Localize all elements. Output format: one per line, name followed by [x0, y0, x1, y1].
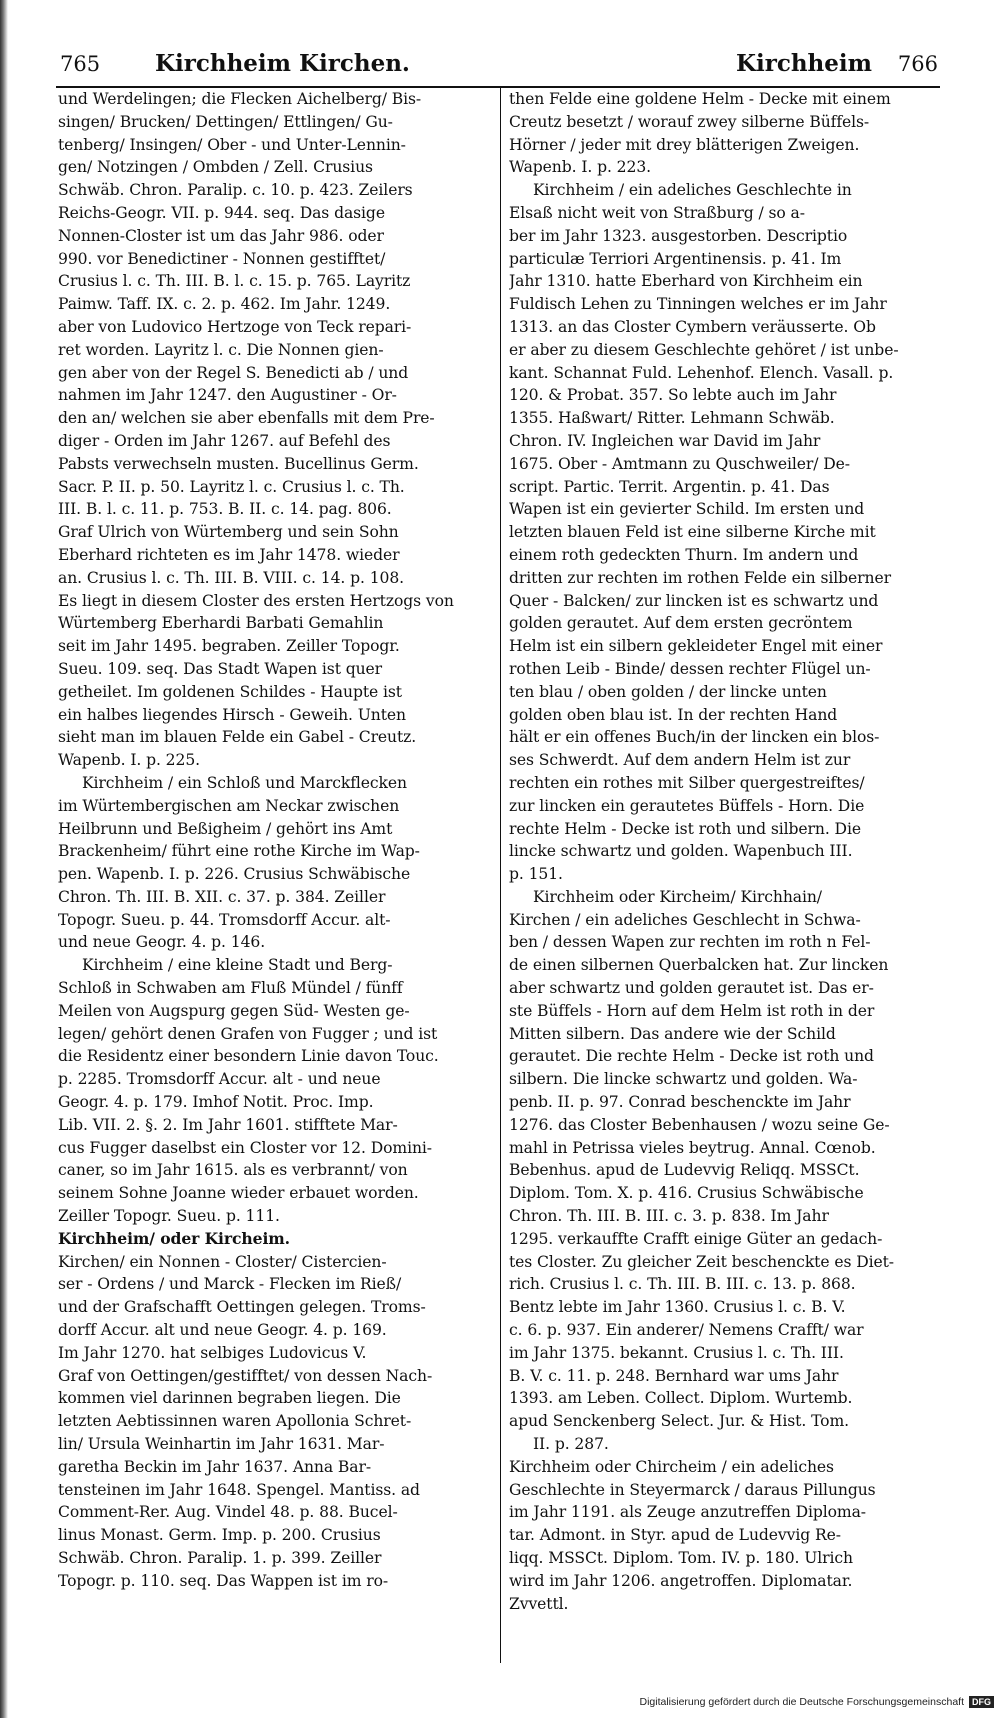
text-line: 1393. am Leben. Collect. Diplom. Wurtemb.	[509, 1389, 853, 1408]
text-line: Kirchheim oder Kircheim/ Kirchhain/	[533, 887, 822, 906]
left-column	[58, 88, 486, 1593]
right-column	[509, 88, 937, 1615]
text-line: Wapenb. I. p. 225.	[58, 751, 201, 770]
text-line: ses Schwerdt. Auf dem andern Helm ist zur	[509, 751, 851, 770]
text-line: Würtemberg Eberhardi Barbati Gemahlin	[58, 614, 384, 633]
text-line: Quer - Balcken/ zur lincken ist es schwartz und	[509, 591, 879, 610]
text-line: die Residentz einer besondern Linie davon Touc.	[58, 1047, 439, 1066]
text-line: Meilen von Augspurg gegen Süd- Westen ge-	[58, 1001, 410, 1020]
text-line: Topogr. p. 110. seq. Das Wappen ist im ro-	[58, 1571, 389, 1590]
text-line: golden oben blau ist. In der rechten Hand	[509, 705, 838, 724]
text-line: linus Monast. Germ. Imp. p. 200. Crusius	[58, 1526, 381, 1545]
text-line: tes Closter. Zu gleicher Zeit beschenckte es Diet-	[509, 1252, 894, 1271]
text-line: 1313. an das Closter Cymbern veräusserte. Ob	[509, 317, 876, 336]
text-line: hält er ein offenes Buch/in der lincken ein blos-	[509, 728, 880, 747]
text-line: an. Crusius l. c. Th. III. B. VIII. c. 14. p. 108.	[58, 568, 405, 587]
text-line: Hörner / jeder mit drey blätterigen Zweigen.	[509, 135, 860, 154]
text-line: Kirchheim oder Chircheim / ein adeliches	[509, 1457, 834, 1476]
text-line: kommen viel darinnen begraben liegen. Die	[58, 1389, 401, 1408]
text-line: ein halbes liegendes Hirsch - Geweih. Unten	[58, 705, 406, 724]
text-line: III. B. l. c. 11. p. 753. B. II. c. 14. pag. 806.	[58, 500, 392, 519]
text-line: singen/ Brucken/ Dettingen/ Ettlingen/ Gu-	[58, 112, 393, 131]
text-line: Eberhard richteten es im Jahr 1478. wieder	[58, 545, 400, 564]
text-line: tenberg/ Insingen/ Ober - und Unter-Lennin-	[58, 135, 406, 154]
text-line: tar. Admont. in Styr. apud de Ludevvig Re-	[509, 1526, 841, 1545]
running-title-right: Kirchheim	[735, 50, 872, 77]
text-line: Wapenb. I. p. 223.	[509, 158, 652, 177]
text-line: ret worden. Layritz l. c. Die Nonnen gien-	[58, 340, 384, 359]
text-line: Kirchheim / eine kleine Stadt und Berg-	[82, 956, 393, 975]
text-line: Comment-Rer. Aug. Vindel 48. p. 88. Bucel-	[58, 1503, 398, 1522]
text-line: then Felde eine goldene Helm - Decke mit einem	[509, 90, 891, 108]
text-line: ste Büffels - Horn auf dem Helm ist roth in der	[509, 1001, 875, 1020]
text-line: Topogr. Sueu. p. 44. Tromsdorff Accur. alt-	[58, 910, 391, 929]
text-line: Fuldisch Lehen zu Tinningen welches er im Jahr	[509, 295, 887, 314]
text-line: Chron. Th. III. B. III. c. 3. p. 838. Im Jahr	[509, 1207, 829, 1226]
text-line: aber von Ludovico Hertzoge von Teck repari-	[58, 317, 412, 336]
text-line: Kirchheim / ein adeliches Geschlechte in	[533, 181, 852, 200]
text-line: im Jahr 1375. bekannt. Crusius l. c. Th. III.	[509, 1343, 844, 1362]
text-line: Heilbrunn und Beßigheim / gehört ins Amt	[58, 819, 393, 838]
text-line: Bentz lebte im Jahr 1360. Crusius l. c. B. V.	[509, 1298, 846, 1317]
text-line: getheilet. Im goldenen Schildes - Haupte ist	[58, 682, 402, 701]
text-line: II. p. 287.	[533, 1435, 609, 1454]
text-line: und neue Geogr. 4. p. 146.	[58, 933, 266, 952]
text-line: liqq. MSSCt. Diplom. Tom. IV. p. 180. Ulrich	[509, 1549, 853, 1567]
text-line: p. 151.	[509, 865, 563, 884]
text-line: gen aber von der Regel S. Benedicti ab / und	[58, 363, 409, 382]
text-line: ben / dessen Wapen zur rechten im roth n Fel-	[509, 933, 871, 952]
text-line: particulæ Terriori Argentinensis. p. 41. Im	[509, 249, 842, 268]
text-line: dorff Accur. alt und neue Geogr. 4. p. 169.	[58, 1321, 387, 1340]
text-line: Creutz besetzt / worauf zwey silberne Büffels-	[509, 112, 870, 131]
text-line: Es liegt in diesem Closter des ersten Hertzogs von	[58, 591, 454, 610]
footer-credit	[639, 1696, 994, 1708]
text-line: B. V. c. 11. p. 248. Bernhard war ums Jahr	[509, 1366, 839, 1385]
page-header	[60, 48, 938, 84]
text-line: 990. vor Benedictiner - Nonnen gestifftet/	[58, 249, 386, 268]
text-line: Graf Ulrich von Würtemberg und sein Sohn	[58, 523, 399, 542]
dfg-logo: DFG	[969, 1696, 994, 1708]
text-line: Helm ist ein silbern gekleideter Engel mit einer	[509, 637, 883, 656]
text-line: p. 2285. Tromsdorff Accur. alt - und neue	[58, 1070, 381, 1089]
text-line: sieht man im blauen Felde ein Gabel - Creutz.	[58, 728, 417, 747]
text-line: gerautet. Die rechte Helm - Decke ist roth und	[509, 1047, 874, 1066]
text-line: Schwäb. Chron. Paralip. c. 10. p. 423. Zeilers	[58, 181, 413, 200]
text-line: Geogr. 4. p. 179. Imhof Notit. Proc. Imp.	[58, 1093, 374, 1112]
text-line: penb. II. p. 97. Conrad beschenckte im Jahr	[509, 1093, 851, 1112]
text-line: 1355. Haßwart/ Ritter. Lehmann Schwäb.	[509, 409, 835, 428]
text-line: den an/ welchen sie aber ebenfalls mit dem Pre-	[58, 409, 435, 428]
text-line: lin/ Ursula Weinhartin im Jahr 1631. Mar-	[58, 1435, 385, 1454]
text-line: nahmen im Jahr 1247. den Augustiner - Or-	[58, 386, 397, 405]
text-line: Pabsts verwechseln musten. Bucellinus Germ.	[58, 454, 419, 473]
text-line: Chron. Th. III. B. XII. c. 37. p. 384. Zeiller	[58, 887, 386, 906]
text-line: Im Jahr 1270. hat selbiges Ludovicus V.	[58, 1343, 367, 1362]
text-line: rothen Leib - Binde/ dessen rechter Flügel un-	[509, 659, 871, 678]
text-line: letzten Aebtissinnen waren Apollonia Schret-	[58, 1412, 412, 1431]
footer-credit-text: Digitalisierung gefördert durch die Deutsche Forschungsgemeinschaft	[639, 1696, 964, 1708]
text-line: caner, so im Jahr 1615. als es verbrannt/ von	[58, 1161, 408, 1180]
page-number-right: 766	[897, 52, 938, 76]
text-line: 1295. verkauffte Crafft einige Güter an gedach-	[509, 1229, 883, 1248]
text-line: einem roth gedeckten Thurn. Im andern und	[509, 545, 859, 564]
text-line: Bebenhus. apud de Ludevvig Reliqq. MSSCt.	[509, 1161, 860, 1180]
text-line: apud Senckenberg Select. Jur. & Hist. Tom.	[509, 1412, 849, 1431]
text-line: Elsaß nicht weit von Straßburg / so a-	[509, 203, 805, 222]
column-divider	[500, 88, 501, 1663]
text-line: diger - Orden im Jahr 1267. auf Befehl des	[58, 431, 391, 450]
text-line: rechten ein rothes mit Silber quergestreiftes/	[509, 773, 865, 792]
text-line: Schloß in Schwaben am Fluß Mündel / fünff	[58, 979, 403, 998]
text-line: ser - Ordens / und Marck - Flecken im Rieß/	[58, 1275, 402, 1294]
text-line: dritten zur rechten im rothen Felde ein silberner	[509, 568, 891, 587]
text-line: lincke schwartz und golden. Wapenbuch III.	[509, 842, 853, 861]
text-line: garetha Beckin im Jahr 1637. Anna Bar-	[58, 1457, 371, 1476]
text-line: und Werdelingen; die Flecken Aichelberg/ Bis-	[58, 90, 422, 108]
text-line: Sacr. P. II. p. 50. Layritz l. c. Crusius l. c. Th.	[58, 477, 405, 496]
text-line: rechte Helm - Decke ist roth und silbern. Die	[509, 819, 861, 838]
text-line: de einen silbernen Querbalcken hat. Zur lincken	[509, 956, 889, 975]
text-line: Graf von Oettingen/gestifftet/ von dessen Nach-	[58, 1366, 433, 1385]
running-title-left: Kirchheim Kirchen.	[155, 50, 410, 77]
text-line: Kirchheim / ein Schloß und Marckflecken	[82, 773, 407, 792]
text-line: aber schwartz und golden gerautet ist. Das er-	[509, 979, 874, 998]
text-line: Zeiller Topogr. Sueu. p. 111.	[58, 1207, 280, 1226]
text-line: 1675. Ober - Amtmann zu Quschweiler/ De-	[509, 454, 850, 473]
text-line: Kirchen / ein adeliches Geschlecht in Schwa-	[509, 910, 861, 929]
text-line: Nonnen-Closter ist um das Jahr 986. oder	[58, 226, 384, 245]
text-line: Diplom. Tom. X. p. 416. Crusius Schwäbische	[509, 1184, 864, 1203]
text-line: 1276. das Closter Bebenhausen / wozu seine Ge-	[509, 1115, 890, 1134]
text-line: mahl in Petrissa vieles beytrug. Annal. Cœnob.	[509, 1138, 876, 1157]
text-line: Wapen ist ein gevierter Schild. Im ersten und	[509, 500, 865, 519]
text-line: Jahr 1310. hatte Eberhard von Kirchheim ein	[509, 272, 863, 291]
text-line: legen/ gehört denen Grafen von Fugger ; und ist	[58, 1024, 438, 1043]
text-line: Brackenheim/ führt eine rothe Kirche im Wap-	[58, 842, 420, 861]
text-line: Crusius l. c. Th. III. B. l. c. 15. p. 765. Layritz	[58, 272, 411, 291]
text-line: letzten blauen Feld ist eine silberne Kirche mit	[509, 523, 876, 542]
text-line: pen. Wapenb. I. p. 226. Crusius Schwäbische	[58, 865, 411, 884]
text-line: Chron. IV. Ingleichen war David im Jahr	[509, 431, 821, 450]
text-line: er aber zu diesem Geschlechte gehöret / ist unbe-	[509, 340, 899, 359]
text-line: Schwäb. Chron. Paralip. 1. p. 399. Zeiller	[58, 1549, 382, 1567]
text-line: wird im Jahr 1206. angetroffen. Diplomatar.	[509, 1571, 853, 1590]
text-line: Zvvettl.	[509, 1594, 569, 1613]
text-line: Sueu. 109. seq. Das Stadt Wapen ist quer	[58, 659, 383, 678]
text-line: Geschlechte in Steyermarck / daraus Pillungus	[509, 1480, 876, 1499]
text-line: seit im Jahr 1495. begraben. Zeiller Topogr.	[58, 637, 400, 656]
text-line: script. Partic. Territ. Argentin. p. 41. Das	[509, 477, 830, 496]
text-line: Kirchheim/ oder Kircheim.	[58, 1228, 291, 1248]
text-line: silbern. Die lincke schwartz und golden. Wa-	[509, 1070, 858, 1089]
page-number-left: 765	[60, 52, 101, 76]
text-line: cus Fugger daselbst ein Closter vor 12. Domini-	[58, 1138, 432, 1157]
text-line: im Jahr 1191. als Zeuge anzutreffen Diploma-	[509, 1503, 866, 1522]
text-line: rich. Crusius l. c. Th. III. B. III. c. 13. p. 868.	[509, 1275, 856, 1294]
book-spine-shadow	[0, 0, 8, 1718]
text-line: Reichs-Geogr. VII. p. 944. seq. Das dasige	[58, 203, 385, 222]
text-line: Lib. VII. 2. §. 2. Im Jahr 1601. stifftete Mar-	[58, 1115, 398, 1134]
text-line: tensteinen im Jahr 1648. Spengel. Mantiss. ad	[58, 1480, 420, 1499]
text-line: gen/ Notzingen / Ombden / Zell. Crusius	[58, 158, 373, 177]
text-line: seinem Sohne Joanne wieder erbauet worden.	[58, 1184, 419, 1203]
text-line: Mitten silbern. Das andere wie der Schild	[509, 1024, 836, 1043]
text-line: ber im Jahr 1323. ausgestorben. Descriptio	[509, 226, 848, 245]
text-line: 120. & Probat. 357. So lebte auch im Jahr	[509, 386, 837, 405]
text-line: im Würtembergischen am Neckar zwischen	[58, 796, 400, 815]
text-line: ten blau / oben golden / der lincke unten	[509, 682, 827, 701]
text-line: zur lincken ein gerautetes Büffels - Horn. Die	[509, 796, 865, 815]
text-line: c. 6. p. 937. Ein anderer/ Nemens Crafft/ war	[509, 1321, 864, 1340]
text-line: Kirchen/ ein Nonnen - Closter/ Cistercien-	[58, 1252, 387, 1271]
text-line: golden gerautet. Auf dem ersten gecröntem	[509, 614, 853, 633]
text-line: kant. Schannat Fuld. Lehenhof. Elench. Vasall. p.	[509, 363, 894, 382]
text-line: Paimw. Taff. IX. c. 2. p. 462. Im Jahr. 1249.	[58, 295, 391, 314]
text-line: und der Grafschafft Oettingen gelegen. Troms-	[58, 1298, 426, 1317]
